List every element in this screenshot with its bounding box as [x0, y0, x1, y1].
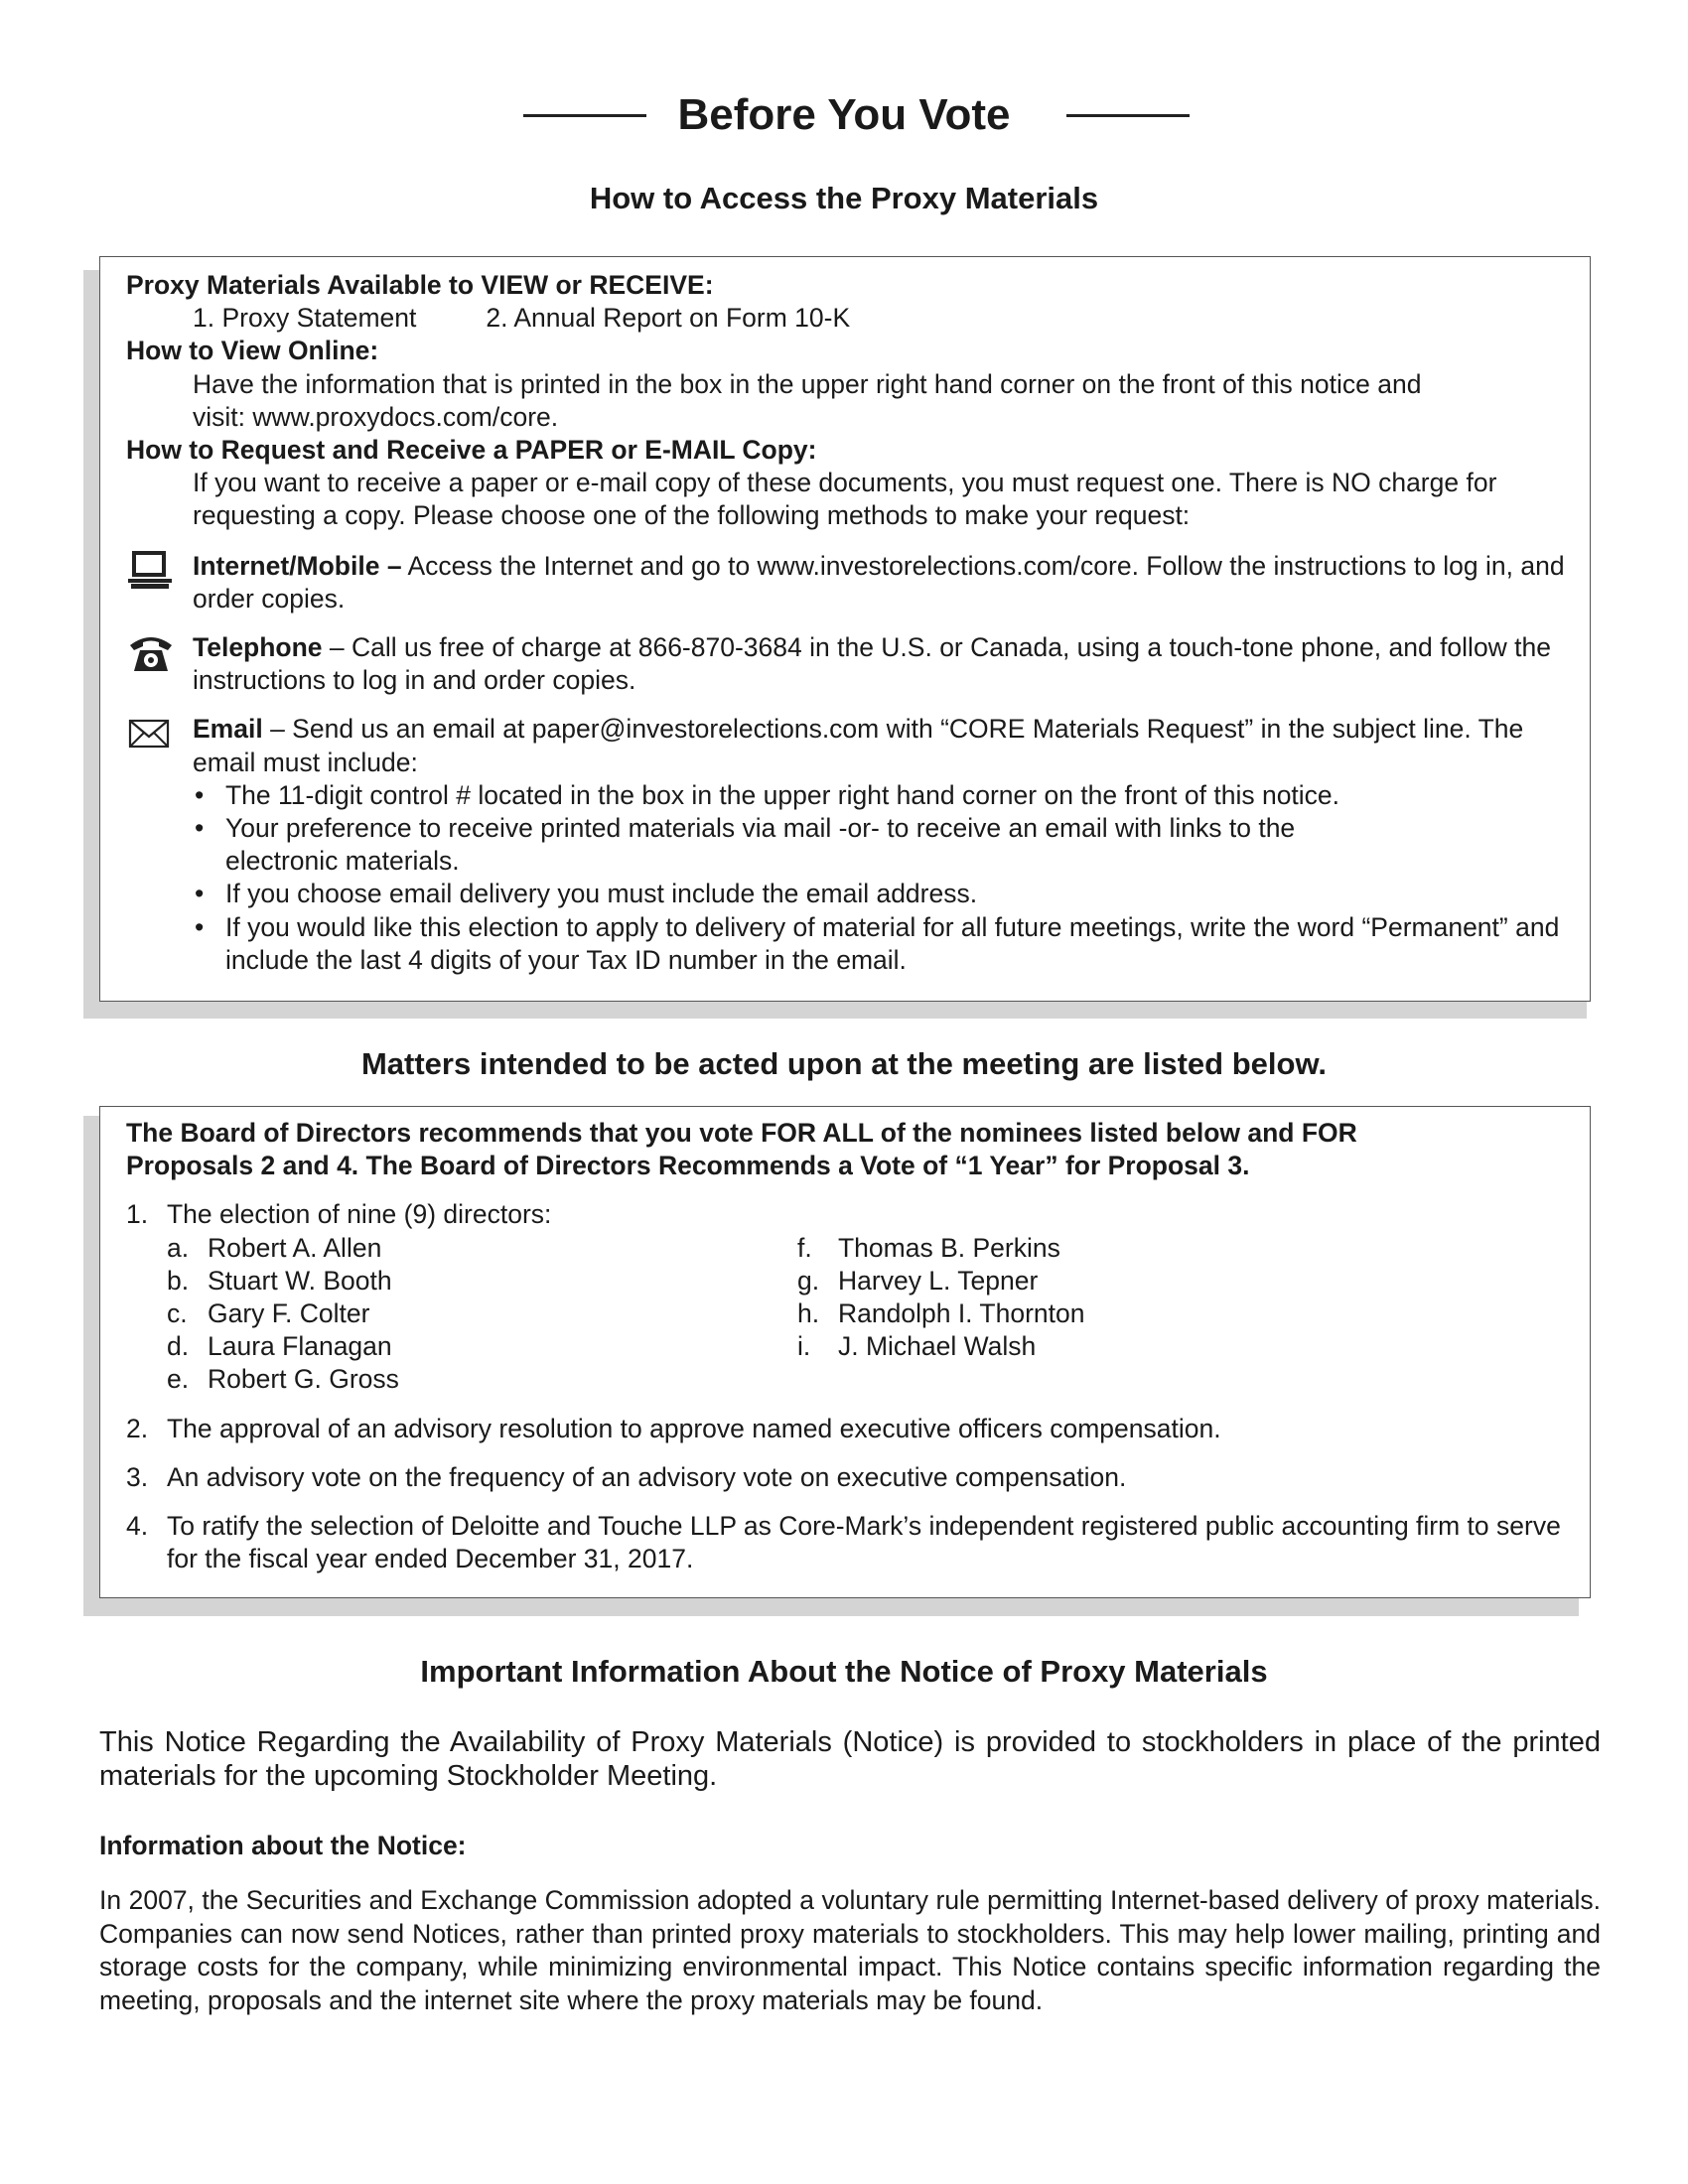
nominee-name: Stuart W. Booth	[208, 1265, 392, 1296]
method-telephone	[126, 631, 1566, 697]
proposal-text: To ratify the selection of Deloitte and Touche LLP as Core-Mark’s independent registered public accounting firm to serve for the fiscal year ended December 31, 2017.	[167, 1511, 1561, 1574]
nominee-letter: b.	[167, 1265, 190, 1296]
proposal-number: 4.	[126, 1511, 149, 1542]
nominee	[167, 1232, 797, 1265]
nominee	[167, 1363, 797, 1396]
info-heading: Information about the Notice:	[99, 1831, 467, 1860]
materials-list	[126, 302, 1566, 335]
proposal-number: 1.	[126, 1199, 149, 1230]
telephone-icon	[128, 631, 176, 673]
method-email-label: Email	[193, 714, 263, 745]
view-text: Have the information that is printed in the box in the upper right hand corner on the front of this notice and visit: www.proxydocs.com/core.	[193, 368, 1422, 432]
method-internet-label: Internet/Mobile –	[193, 550, 402, 581]
nominee	[797, 1265, 1428, 1297]
nominee	[797, 1297, 1428, 1330]
nominee	[797, 1232, 1428, 1265]
proposal-number: 3.	[126, 1461, 149, 1492]
proposal-text: The approval of an advisory resolution to approve named executive officers compensation.	[167, 1413, 1221, 1443]
proposal-number: 2.	[126, 1413, 149, 1443]
notice-heading: Important Information About the Notice of Proxy Materials	[420, 1654, 1268, 1689]
nominee	[167, 1265, 797, 1297]
matters-heading: Matters intended to be acted upon at the meeting are listed below.	[360, 1046, 1328, 1081]
email-bullet: • If you choose email delivery you must include the email address.	[193, 878, 1566, 910]
email-bullet: • If you would like this election to apply to delivery of material for all future meetings, write the word “Permanent” and include the last 4 digits of your Tax ID number in the email.	[193, 911, 1566, 977]
material-proxy-statement: 1. Proxy Statement	[193, 303, 417, 334]
proposal-1	[126, 1198, 1566, 1231]
request-heading: How to Request and Receive a PAPER or E-MAIL Copy:	[126, 435, 817, 466]
method-email-text: – Send us an email at paper@investorelections.com with “CORE Materials Request” in the subject line. The email must include:	[193, 714, 1524, 777]
nominee-letter: e.	[167, 1364, 190, 1395]
method-telephone-label: Telephone	[193, 632, 323, 663]
nominee-letter: h.	[797, 1298, 820, 1329]
access-heading: How to Access the Proxy Materials	[589, 181, 1099, 215]
access-box	[99, 256, 1591, 1002]
nominee-letter: c.	[167, 1298, 188, 1329]
nominee-list	[126, 1232, 1566, 1397]
proposal-2	[126, 1413, 1566, 1445]
nominee-name: J. Michael Walsh	[838, 1331, 1037, 1362]
method-email	[126, 713, 1566, 778]
email-requirements-list	[126, 779, 1566, 977]
method-telephone-text: – Call us free of charge at 866-870-3684 in the U.S. or Canada, using a touch-tone phone, and follow the instructions to log in and order copies.	[193, 632, 1552, 696]
board-recommendation: The Board of Directors recommends that you vote FOR ALL of the nominees listed below and FOR Proposals 2 and 4. The Board of Directors Recommends a Vote of “1 Year” for Proposal 3.	[126, 1118, 1357, 1181]
proposal-text: The election of nine (9) directors:	[167, 1199, 552, 1230]
matters-box	[99, 1106, 1591, 1598]
nominee-name: Robert G. Gross	[208, 1364, 399, 1395]
nominee-column-left	[167, 1232, 797, 1397]
nominee-name: Randolph I. Thornton	[838, 1298, 1085, 1329]
nominee-name: Thomas B. Perkins	[838, 1232, 1060, 1263]
info-paragraph: In 2007, the Securities and Exchange Commission adopted a voluntary rule permitting Internet-based delivery of proxy materials. Companies can now send Notices, rather than printed proxy materials to stockholders. This may help lower mailing, printing and storage costs for the company, while minimizing environmental impact. This Notice contains specific information regarding the meeting, proposals and the internet site where the proxy materials may be found.	[99, 1885, 1601, 2015]
nominee	[167, 1330, 797, 1363]
nominee-name: Gary F. Colter	[208, 1298, 370, 1329]
nominee-column-right	[797, 1232, 1428, 1397]
available-heading: Proxy Materials Available to VIEW or RECEIVE:	[126, 270, 714, 300]
envelope-icon	[128, 717, 176, 758]
nominee-letter: f.	[797, 1232, 812, 1263]
email-bullet: • Your preference to receive printed materials via mail -or- to receive an email with links to the electronic materials.	[193, 812, 1566, 878]
email-bullet: • The 11-digit control # located in the box in the upper right hand corner on the front of this notice.	[193, 779, 1566, 812]
method-internet-text: Access the Internet and go to www.investorelections.com/core. Follow the instructions to log in, and order copies.	[193, 550, 1565, 614]
nominee-letter: a.	[167, 1232, 190, 1263]
computer-icon	[127, 548, 175, 590]
nominee-letter: d.	[167, 1331, 190, 1362]
nominee-name: Laura Flanagan	[208, 1331, 392, 1362]
notice-paragraph: This Notice Regarding the Availability of Proxy Materials (Notice) is provided to stockholders in place of the printed materials for the upcoming Stockholder Meeting.	[99, 1726, 1601, 1792]
view-heading: How to View Online:	[126, 336, 379, 366]
nominee-letter: i.	[797, 1331, 811, 1362]
nominee	[797, 1330, 1428, 1363]
title-rule-right	[1066, 114, 1190, 117]
request-text: If you want to receive a paper or e-mail copy of these documents, you must request one. There is NO charge for requesting a copy. Please choose one of the following methods to make your request:	[193, 468, 1497, 531]
material-annual-report: 2. Annual Report on Form 10-K	[486, 303, 851, 334]
page-title: Before You Vote	[677, 90, 1011, 139]
nominee-name: Harvey L. Tepner	[838, 1265, 1039, 1296]
proposal-3	[126, 1461, 1566, 1494]
nominee	[167, 1297, 797, 1330]
nominee-name: Robert A. Allen	[208, 1232, 382, 1263]
proposal-text: An advisory vote on the frequency of an advisory vote on executive compensation.	[167, 1461, 1127, 1492]
proposal-4	[126, 1510, 1566, 1575]
nominee-letter: g.	[797, 1265, 820, 1296]
method-internet	[126, 550, 1566, 615]
